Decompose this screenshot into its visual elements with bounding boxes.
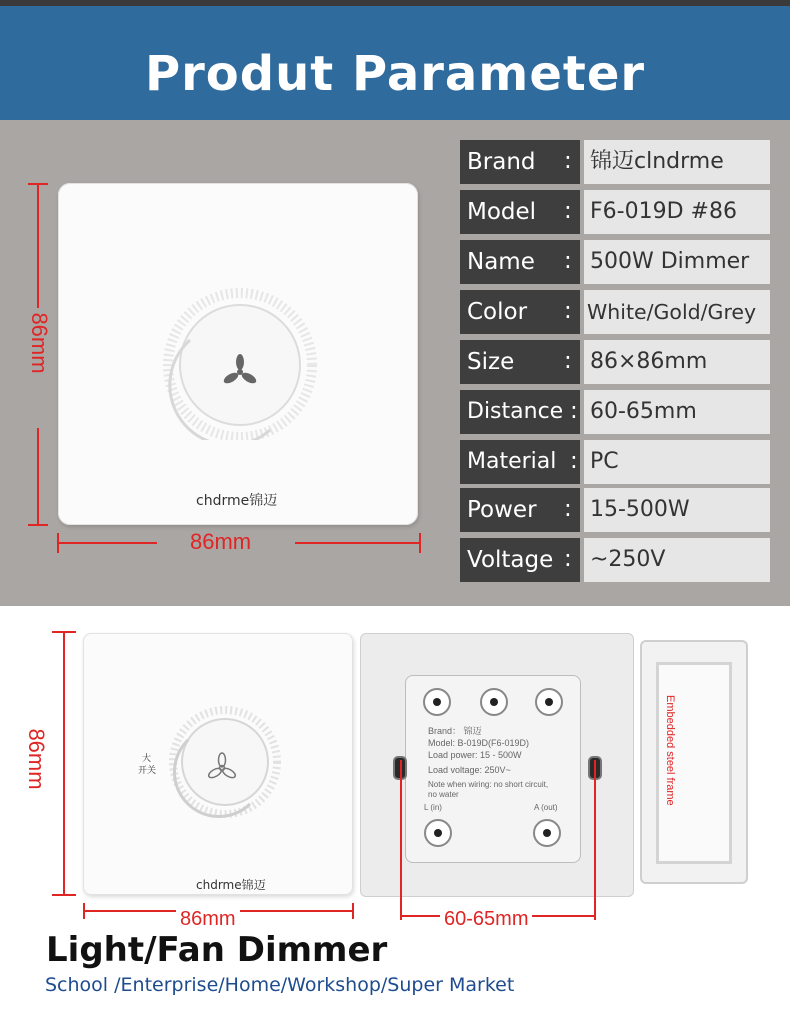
dim-line <box>63 631 65 896</box>
product-subtitle: School /Enterprise/Home/Workshop/Super Market <box>45 974 515 996</box>
param-colon: : <box>564 546 572 572</box>
param-colon: : <box>564 348 572 374</box>
terminal-screw <box>533 819 561 847</box>
module-load-voltage: Load voltage: 250V~ <box>428 765 511 775</box>
module-brand: Brand： 锦迈 <box>428 726 482 736</box>
terminal-screw <box>423 688 451 716</box>
terminal-screw <box>424 819 452 847</box>
param-label: Size <box>460 340 580 384</box>
param-row-brand <box>460 140 770 184</box>
param-label: Brand <box>460 140 580 184</box>
module-model: Model: B-019D(F6-019D) <box>428 738 530 748</box>
param-colon: : <box>564 248 572 274</box>
param-colon: : <box>570 398 578 424</box>
param-row-model <box>460 190 770 234</box>
param-row-distance <box>460 390 770 434</box>
dim-line <box>594 760 596 920</box>
dim-cap <box>52 894 76 896</box>
param-value: 60-65mm <box>584 390 770 434</box>
dim-cap <box>419 533 421 553</box>
param-value: 15-500W <box>584 488 770 532</box>
terminal-screw <box>535 688 563 716</box>
dim-line <box>37 428 39 526</box>
steel-frame <box>640 640 748 884</box>
dim-cap <box>28 524 48 526</box>
distance-label: 60-65mm <box>440 908 532 931</box>
terminal-screw <box>480 688 508 716</box>
param-value: ~250V <box>584 538 770 582</box>
param-value: White/Gold/Grey <box>584 290 770 334</box>
param-row-name <box>460 240 770 284</box>
param-colon: : <box>564 496 572 522</box>
embedded-frame-label: Embedded steel frame <box>664 695 676 806</box>
width-label: 86mm <box>176 908 240 931</box>
knob-text: 大 <box>142 753 152 763</box>
product-title: Light/Fan Dimmer <box>46 930 388 970</box>
brand-mark: chdrme锦迈 <box>196 878 266 892</box>
param-label: Distance <box>460 390 580 434</box>
header-banner <box>0 6 790 120</box>
param-value: 锦迈clndrme <box>584 140 770 184</box>
param-label: Name <box>460 240 580 284</box>
param-label: Power <box>460 488 580 532</box>
param-colon: : <box>564 298 572 324</box>
height-label: 86mm <box>24 728 49 790</box>
knob-graphic <box>150 280 340 440</box>
param-label: Color <box>460 290 580 334</box>
param-row-color <box>460 290 770 334</box>
dim-line <box>37 183 39 308</box>
param-colon: : <box>570 448 578 474</box>
module-in: L (in) <box>424 803 442 812</box>
module-note: Note when wiring: no short circuit, no water <box>428 780 549 799</box>
param-value: 500W Dimmer <box>584 240 770 284</box>
height-label: 86mm <box>27 312 52 374</box>
param-row-size <box>460 340 770 384</box>
param-colon: : <box>564 148 572 174</box>
param-label: Voltage <box>460 538 580 582</box>
dim-cap <box>352 903 354 919</box>
param-value: F6-019D #86 <box>584 190 770 234</box>
param-label: Model <box>460 190 580 234</box>
dim-line <box>400 760 402 920</box>
width-label: 86mm <box>190 529 252 554</box>
param-value: PC <box>584 440 770 484</box>
dim-line <box>57 542 157 544</box>
page-title: Produt Parameter <box>144 46 646 102</box>
param-row-power <box>460 488 770 532</box>
module-load-power: Load power: 15 - 500W <box>428 750 522 760</box>
dim-line <box>295 542 420 544</box>
param-value: 86×86mm <box>584 340 770 384</box>
param-row-material <box>460 440 770 484</box>
param-colon: : <box>564 198 572 224</box>
param-label: Material <box>460 440 580 484</box>
module-out: A (out) <box>534 803 558 812</box>
knob-text: 开关 <box>138 765 157 775</box>
knob-graphic <box>160 700 290 820</box>
param-row-voltage <box>460 538 770 582</box>
brand-mark: chdrme锦迈 <box>196 493 278 509</box>
